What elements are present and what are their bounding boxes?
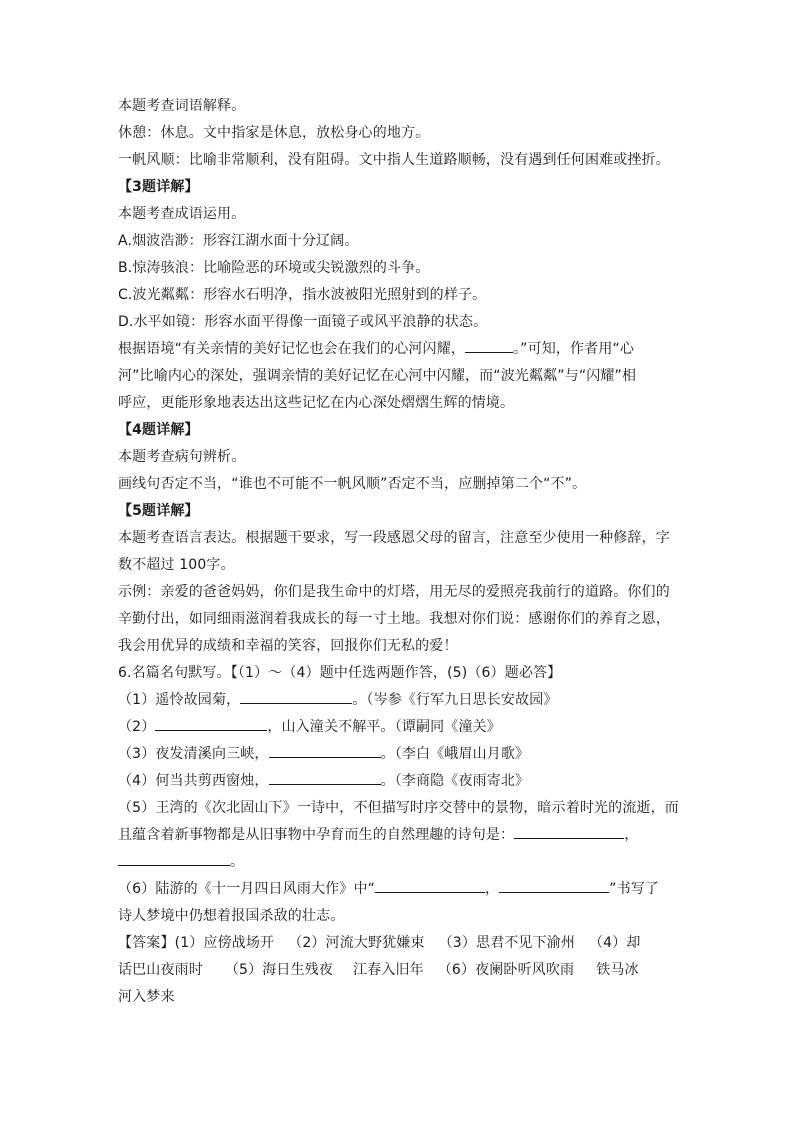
q3-analysis-pre: 根据语境“有关亲情的美好记忆也会在我们的心河闪耀， xyxy=(118,341,466,357)
q6-sub-2 xyxy=(118,714,678,741)
answer-6b-start: 铁马冰 xyxy=(596,962,639,978)
fill-blank xyxy=(118,853,230,866)
answer-5b: 江春入旧年 xyxy=(353,962,424,978)
q5-intro-line-2: 数不超过 100字。 xyxy=(118,557,235,573)
q3-intro: 本题考查成语运用。 xyxy=(118,206,246,222)
fill-blank xyxy=(465,340,513,353)
q3-heading: 【3题详解】 xyxy=(118,179,199,195)
answer-label: 【答案】 xyxy=(118,935,175,951)
q6-sub-6-line-2: 诗人梦境中仍想着报国杀敌的壮志。 xyxy=(118,908,345,924)
fill-blank xyxy=(155,718,267,731)
answer-6: （6）夜阑卧听风吹雨 xyxy=(437,962,575,978)
q5-example-line-3: 我会用优异的成绩和幸福的笑容，回报你们无私的爱！ xyxy=(118,638,458,654)
fill-blank xyxy=(375,880,485,893)
q6-sub-4-pre: （4）何当共剪西窗烛， xyxy=(118,773,269,789)
q3-option-b: B.惊涛骇浪：比喻险恶的环境或尖锐激烈的斗争。 xyxy=(118,260,430,276)
document-page xyxy=(118,93,678,1011)
q5-intro-line-1: 本题考查语言表达。根据题干要求，写一段感恩父母的留言，注意至少使用一种修辞，字 xyxy=(118,530,670,546)
fill-blank xyxy=(499,880,609,893)
q6-prompt: 6.名篇名句默写。【（1）～（4）题中任选两题作答，(5)（6）题必答】 xyxy=(118,665,562,681)
q6-sub-6-post: ”书写了 xyxy=(609,881,660,897)
answer-3: （3）思君不见下渝州 xyxy=(438,935,576,951)
q3-option-d: D.水平如镜：形容水面平得像一面镜子或风平浪静的状态。 xyxy=(118,314,488,330)
q3-analysis-line-1 xyxy=(118,336,678,363)
fill-blank xyxy=(514,826,624,839)
q2-intro: 本题考查词语解释。 xyxy=(118,98,246,114)
answer-line-1 xyxy=(118,930,678,957)
q6-sub-3 xyxy=(118,741,678,768)
q6-sub-4-post: 。（李商隐《夜雨寄北》 xyxy=(380,773,530,789)
q6-sub-1 xyxy=(118,687,678,714)
q6-sub-5-pre: 且蕴含着新事物都是从旧事物中孕育而生的自然理趣的诗句是： xyxy=(118,827,515,843)
answer-5: （5）海日生残夜 xyxy=(224,962,334,978)
q4-heading: 【4题详解】 xyxy=(118,422,199,438)
q6-sub-4 xyxy=(118,768,678,795)
q3-option-a: A.烟波浩渺：形容江湖水面十分辽阔。 xyxy=(118,233,359,249)
q6-sub-6-line-1 xyxy=(118,876,678,903)
answer-4-start: （4）却 xyxy=(589,935,641,951)
q6-sub-5-comma: ， xyxy=(624,827,639,843)
q3-analysis-post: 。”可知，作者用“心 xyxy=(513,341,635,357)
q6-sub-5-line-3 xyxy=(118,849,678,876)
answer-1: (1）应傍战场开 xyxy=(174,935,275,951)
q3-option-c: C.波光粼粼：形容水石明净，指水波被阳光照射到的样子。 xyxy=(118,287,487,303)
q6-sub-2-pre: （2） xyxy=(118,719,156,735)
q6-sub-5-line-1: （5）王湾的《次北固山下》一诗中，不但描写时序交替中的景物，暗示着时光的流逝，而 xyxy=(118,800,679,816)
q5-example-line-2: 辛勤付出，如同细雨滋润着我成长的每一寸土地。我想对你们说：感谢你们的养育之恩， xyxy=(118,611,670,627)
q2-item-smooth: 一帆风顺：比喻非常顺利，没有阻碍。文中指人生道路顺畅，没有遇到任何困难或挫折。 xyxy=(118,152,670,168)
q5-heading: 【5题详解】 xyxy=(118,503,199,519)
q3-analysis-line-3: 呼应，更能形象地表达出这些记忆在内心深处熠熠生辉的情境。 xyxy=(118,395,515,411)
answer-line-2 xyxy=(118,957,678,984)
answer-4-end: 话巴山夜雨时 xyxy=(118,962,203,978)
q6-sub-1-post: 。（岑参《行军九日思长安故园》 xyxy=(352,692,558,708)
answer-2: （2）河流大野犹嫌束 xyxy=(288,935,425,951)
q6-sub-1-pre: （1）遥怜故园菊， xyxy=(118,692,241,708)
q5-example-line-1: 示例：亲爱的爸爸妈妈，你们是我生命中的灯塔，用无尽的爱照亮我前行的道路。你们的 xyxy=(118,584,670,600)
q6-sub-3-pre: （3）夜发清溪向三峡， xyxy=(118,746,269,762)
q6-sub-6-pre: （6）陆游的《十一月四日风雨大作》中“ xyxy=(118,881,376,897)
q6-sub-2-post: ，山入潼关不解平。（谭嗣同《潼关》 xyxy=(267,719,501,735)
fill-blank xyxy=(269,772,381,785)
q6-sub-6-mid: ， xyxy=(485,881,500,897)
fill-blank xyxy=(240,691,352,704)
answer-line-3: 河入梦来 xyxy=(118,989,175,1005)
q6-sub-3-post: 。（李白《峨眉山月歌》 xyxy=(380,746,530,762)
q4-analysis: 画线句否定不当，“谁也不可能不一帆风顺”否定不当，应删掉第二个“不”。 xyxy=(118,476,587,492)
q3-analysis-line-2: 河”比喻内心的深处，强调亲情的美好记忆在心河中闪耀，而“波光粼粼”与“闪耀”相 xyxy=(118,368,637,384)
fill-blank xyxy=(269,745,381,758)
q2-item-rest: 休憩：休息。文中指家是休息，放松身心的地方。 xyxy=(118,125,430,141)
q6-sub-5-end: 。 xyxy=(230,854,245,870)
q4-intro: 本题考查病句辨析。 xyxy=(118,449,246,465)
q6-sub-5-line-2 xyxy=(118,822,678,849)
